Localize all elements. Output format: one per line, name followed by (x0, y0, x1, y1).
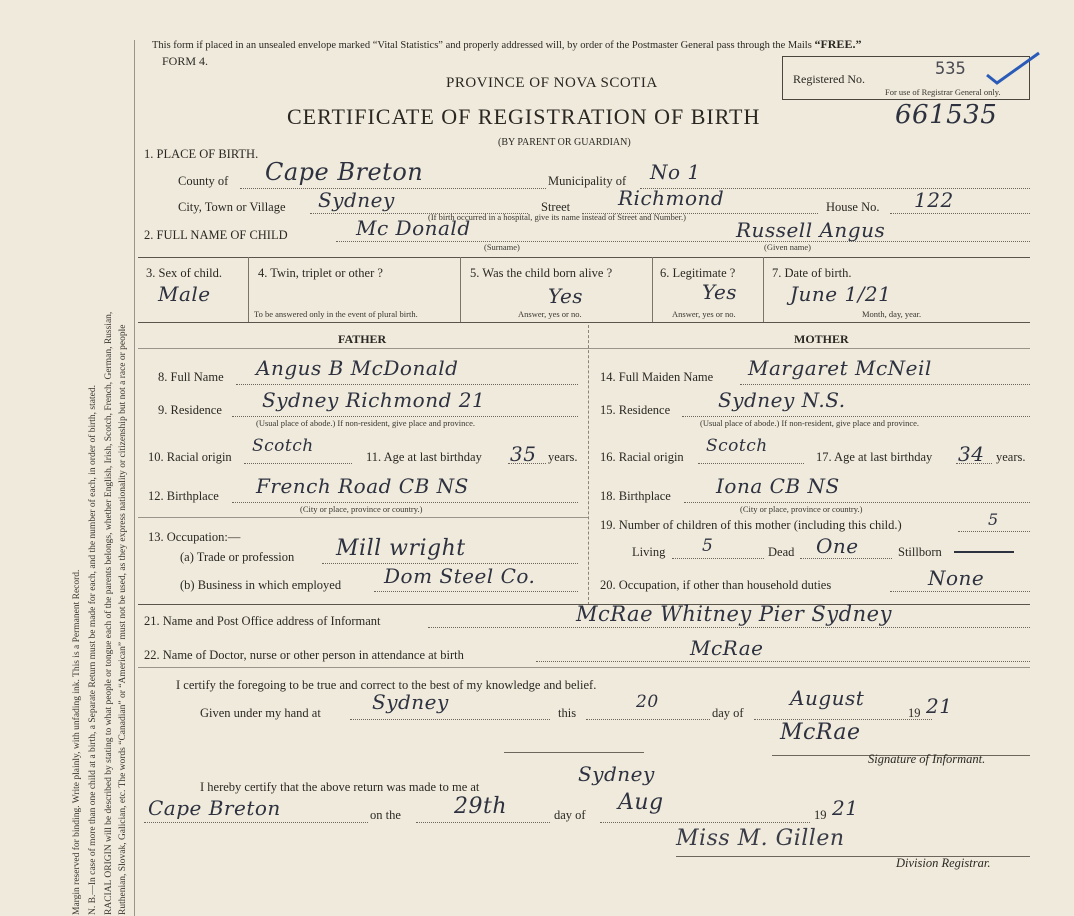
certify-day-value: 20 (636, 692, 659, 712)
registered-note: For use of Registrar General only. (885, 87, 1001, 97)
sex-value: Male (158, 282, 211, 306)
mother-residence-note: (Usual place of abode.) If non-resident, give place and province. (700, 418, 920, 428)
children-count-label: 19. Number of children of this mother (including this child.) (600, 518, 902, 532)
margin-rule (134, 40, 135, 916)
separator-rule (504, 752, 644, 753)
alive-value: Yes (548, 284, 584, 308)
living-value: 5 (702, 536, 714, 556)
registrar-year-prefix: 19 (814, 808, 827, 822)
trade-label: (a) Trade or profession (180, 550, 295, 564)
city-label: City, Town or Village (178, 200, 286, 214)
form-number: FORM 4. (162, 54, 209, 68)
registrar-signature: Miss M. Gillen (676, 826, 845, 851)
check-mark-icon (983, 51, 1043, 85)
mother-occupation-value: None (928, 566, 985, 590)
stillborn-dash (954, 551, 1014, 553)
living-label: Living (632, 545, 666, 559)
registrar-month-value: Aug (618, 790, 664, 815)
this-label: this (558, 706, 577, 720)
margin-note-multiple-births: N. B.—In case of more than one child at a birth, a Separate Return must be made for each, and the number of each, in order of birth, stated. (88, 385, 98, 915)
registrar-day-value: 29th (454, 794, 508, 819)
certify-statement: I certify the foregoing to be true and correct to the best of my knowledge and belief. (176, 678, 597, 692)
mother-residence-value: Sydney N.S. (718, 388, 846, 412)
registered-value: 535 (935, 59, 966, 79)
province-heading: PROVINCE OF NOVA SCOTIA (446, 75, 658, 91)
doctor-label: 22. Name of Doctor, nurse or other person in attendance at birth (144, 648, 464, 662)
row3-bottom-rule (138, 322, 1030, 323)
informant-signature: McRae (780, 720, 861, 745)
twin-label: 4. Twin, triplet or other ? (258, 266, 383, 280)
father-age-value: 35 (510, 442, 537, 466)
father-heading: FATHER (338, 332, 387, 346)
mother-age-label: 17. Age at last birthday (816, 450, 933, 464)
mother-birthplace-value: Iona CB NS (716, 474, 840, 498)
legitimate-value: Yes (702, 280, 738, 304)
mother-name-label: 14. Full Maiden Name (600, 370, 714, 384)
county-label: County of (178, 174, 229, 188)
legitimate-note: Answer, yes or no. (672, 309, 736, 319)
dead-value: One (816, 534, 859, 558)
father-residence-label: 9. Residence (158, 403, 222, 417)
certificate-title: CERTIFICATE OF REGISTRATION OF BIRTH (287, 104, 761, 129)
mother-name-value: Margaret McNeil (748, 356, 932, 380)
alive-note: Answer, yes or no. (518, 309, 582, 319)
father-name-label: 8. Full Name (158, 370, 224, 384)
mother-heading: MOTHER (794, 332, 849, 346)
date-of-birth-note: Month, day, year. (862, 309, 922, 319)
informant-signature-label: Signature of Informant. (868, 752, 986, 766)
mother-birthplace-note: (City or place, province or country.) (740, 504, 863, 514)
city-value: Sydney (318, 188, 395, 212)
mother-residence-label: 15. Residence (600, 403, 671, 417)
row3-top-rule (138, 257, 1030, 258)
registrar-statement: I hereby certify that the above return was made to me at (200, 780, 480, 794)
municipality-label: Municipality of (548, 174, 627, 188)
occupation-label: 13. Occupation:— (148, 530, 241, 544)
municipality-value: No 1 (650, 160, 701, 184)
business-value: Dom Steel Co. (384, 564, 536, 588)
trade-value: Mill wright (336, 536, 466, 561)
father-residence-note: (Usual place of abode.) If non-resident, give place and province. (256, 418, 476, 428)
registration-number-handwritten: 661535 (895, 100, 998, 130)
certify-year-prefix: 19 (908, 706, 921, 720)
margin-note-racial-origin: RACIAL ORIGIN will be described by stating to what people or tongue each of the parents belongs, whether English, Irish, Scotch, French, German, Russian, (104, 311, 114, 915)
house-no-value: 122 (914, 188, 954, 212)
house-no-label: House No. (826, 200, 880, 214)
registrar-place-value: Sydney (578, 762, 655, 786)
father-birthplace-note: (City or place, province or country.) (300, 504, 423, 514)
father-name-value: Angus B McDonald (256, 356, 459, 380)
alive-label: 5. Was the child born alive ? (470, 266, 613, 280)
father-age-label: 11. Age at last birthday (366, 450, 482, 464)
registrar-day-of-label: day of (554, 808, 586, 822)
father-race-value: Scotch (252, 436, 314, 456)
mail-notice: This form if placed in an unsealed envelope marked “Vital Statistics” and properly addressed will, by order of the Postmaster General pass through the Mails “FREE.” (152, 37, 862, 51)
twin-note: To be answered only in the event of plural birth. (254, 309, 418, 319)
given-name-note: (Given name) (764, 242, 811, 252)
mother-years-label: years. (996, 450, 1026, 464)
registrar-signature-label: Division Registrar. (896, 856, 991, 870)
mother-birthplace-label: 18. Birthplace (600, 489, 671, 503)
father-residence-value: Sydney Richmond 21 (262, 388, 486, 412)
street-value: Richmond (618, 186, 725, 210)
on-the-label: on the (370, 808, 401, 822)
father-race-label: 10. Racial origin (148, 450, 232, 464)
hospital-note: (If birth occurred in a hospital, give its name instead of Street and Number.) (428, 212, 686, 222)
mother-race-value: Scotch (706, 436, 768, 456)
margin-note-racial-origin-2: Ruthenian, Slovak, Galician, etc. The words “Canadian” or “American” must not be used, as they express nationality or citizenship but not a race or people (118, 324, 128, 915)
informant-label: 21. Name and Post Office address of Informant (144, 614, 381, 628)
certificate-subtitle: (BY PARENT OR GUARDIAN) (498, 137, 631, 148)
business-label: (b) Business in which employed (180, 578, 342, 592)
informant-value: McRae Whitney Pier Sydney (576, 602, 892, 626)
legitimate-label: 6. Legitimate ? (660, 266, 736, 280)
mother-race-label: 16. Racial origin (600, 450, 684, 464)
day-of-label: day of (712, 706, 744, 720)
mother-occupation-label: 20. Occupation, if other than household duties (600, 578, 832, 592)
sex-label: 3. Sex of child. (146, 266, 223, 280)
father-years-label: years. (548, 450, 578, 464)
children-count-value: 5 (988, 510, 999, 529)
child-name-label: 2. FULL NAME OF CHILD (144, 228, 288, 242)
registered-label: Registered No. (793, 72, 865, 86)
given-place-value: Sydney (372, 690, 449, 714)
father-birthplace-label: 12. Birthplace (148, 489, 219, 503)
margin-note-binding: Margin reserved for binding. Write plainly, with unfading ink. This is a Permanent Record. (72, 569, 82, 915)
mother-age-value: 34 (958, 442, 985, 466)
registrar-year-value: 21 (832, 796, 859, 820)
place-of-birth-label: 1. PLACE OF BIRTH. (144, 147, 259, 161)
dead-label: Dead (768, 545, 795, 559)
child-given-name-value: Russell Angus (736, 218, 886, 242)
doctor-value: McRae (690, 636, 764, 660)
stillborn-label: Stillborn (898, 545, 942, 559)
county-value: Cape Breton (265, 158, 424, 186)
parents-divider (588, 325, 589, 605)
street-label: Street (541, 200, 571, 214)
child-surname-value: Mc Donald (356, 216, 471, 240)
certify-month-value: August (790, 686, 865, 710)
date-of-birth-value: June 1/21 (790, 282, 892, 306)
certify-year-value: 21 (926, 694, 953, 718)
given-under-label: Given under my hand at (200, 706, 321, 720)
registered-number-box (782, 56, 1030, 100)
date-of-birth-label: 7. Date of birth. (772, 266, 852, 280)
father-birthplace-value: French Road CB NS (256, 474, 469, 498)
surname-note: (Surname) (484, 242, 520, 252)
registrar-county-value: Cape Breton (148, 796, 281, 820)
